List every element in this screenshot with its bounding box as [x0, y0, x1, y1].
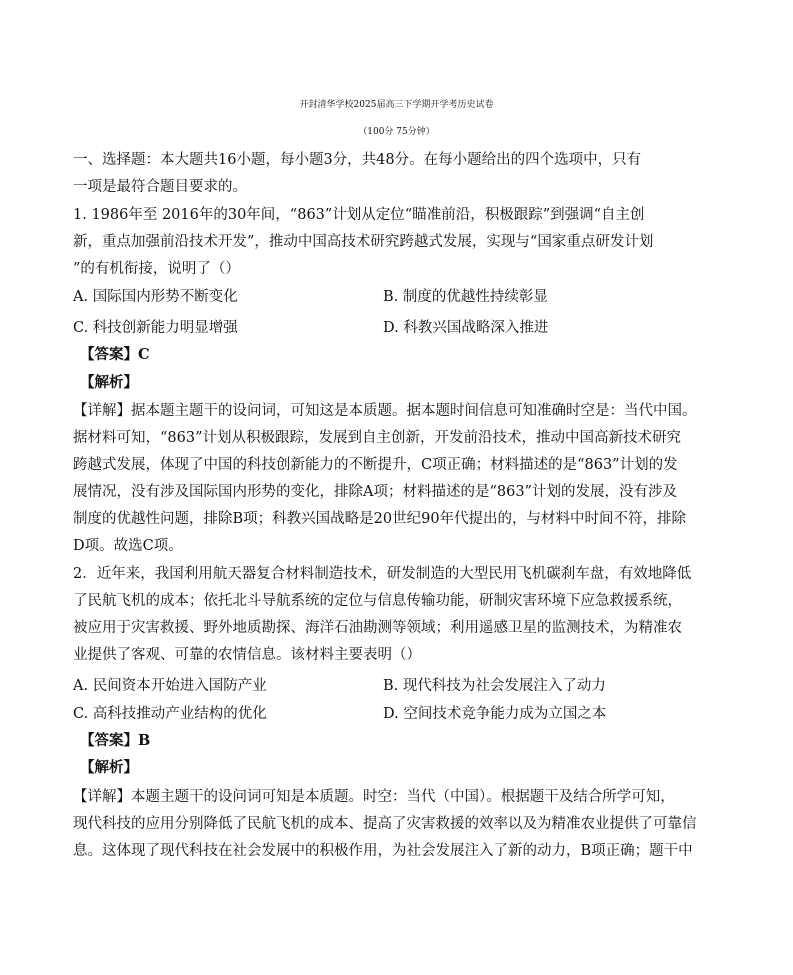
q2-answer: 【答案】B: [80, 732, 151, 749]
q1-option-b: B. 制度的优越性持续彰显: [383, 289, 548, 305]
page-title: 开封清华学校2025届高三下学期开学考历史试卷: [299, 100, 494, 110]
page-subtitle: （100分 75分钟）: [358, 127, 435, 137]
q1-detail-line6: D项。故选C项。: [73, 538, 183, 554]
q2-option-d: D. 空间技术竞争能力成为立国之本: [383, 706, 607, 722]
q2-option-b: B. 现代科技为社会发展注入了动力: [383, 678, 606, 694]
q1-stem-line3: ”的有机衔接，说明了（）: [73, 261, 240, 277]
q2-stem-line4: 业提供了客观、可靠的农情信息。该材料主要表明（）: [73, 647, 421, 663]
q1-option-c: C. 科技创新能力明显增强: [73, 320, 238, 336]
q1-analysis-label: 【解析】: [80, 374, 138, 391]
q1-answer: 【答案】C: [80, 346, 150, 363]
q2-stem-line3: 被应用于灾害救援、野外地质勘探、海洋石油勘测等领域；利用遥感卫星的监测技术，为精准农: [73, 620, 682, 636]
q2-detail-line2: 现代科技的应用分别降低了民航飞机的成本、提高了灾害救援的效率以及为精准农业提供了可靠信: [73, 816, 697, 832]
q2-detail-line3: 息。这体现了现代科技在社会发展中的积极作用，为社会发展注入了新的动力，B项正确；题干中: [73, 843, 693, 859]
q1-stem-line2: 新，重点加强前沿技术开发”，推动中国高技术研究跨越式发展，实现与“国家重点研发计划: [73, 234, 654, 250]
q2-option-c: C. 高科技推动产业结构的优化: [73, 706, 267, 722]
q1-option-d: D. 科教兴国战略深入推进: [383, 320, 549, 336]
q1-detail-line4: 展情况，没有涉及国际国内形势的变化，排除A项；材料描述的是“863”计划的发展，没有涉及: [73, 484, 677, 500]
q1-detail-line1: 【详解】据本题主题干的设问词，可知这是本质题。据本题时间信息可知准确时空是：当代中国。: [73, 403, 697, 419]
q1-detail-line5: 制度的优越性问题，排除B项；科教兴国战略是20世纪90年代提出的，与材料中时间不符，排除: [73, 511, 687, 527]
q1-stem-line1: 1. 1986年至 2016年的30年间，“863”计划从定位“瞄准前沿，积极跟踪”到强调“自主创: [73, 207, 645, 223]
q1-option-a: A. 国际国内形势不断变化: [73, 289, 238, 305]
section-intro-line2: 一项是最符合题目要求的。: [73, 179, 247, 195]
q2-stem-line2: 了民航飞机的成本；依托北斗导航系统的定位与信息传输功能，研制灾害环境下应急救援系统，: [73, 593, 682, 609]
q1-detail-line2: 据材料可知，“863”计划从积极跟踪，发展到自主创新，开发前沿技术，推动中国高新技术研究: [73, 430, 681, 446]
q2-option-a: A. 民间资本开始进入国防产业: [73, 678, 267, 694]
q2-analysis-label: 【解析】: [80, 759, 138, 776]
section-intro-line1: 一、选择题：本大题共16小题，每小题3分，共48分。在每小题给出的四个选项中，只有: [73, 152, 642, 168]
q2-detail-line1: 【详解】本题主题干的设问词可知是本质题。时空：当代（中国）。根据题干及结合所学可知，: [73, 789, 675, 805]
q1-detail-line3: 跨越式发展，体现了中国的科技创新能力的不断提升，C项正确；材料描述的是“863”计划的发: [73, 457, 678, 473]
q2-stem-line1: 2．近年来，我国利用航天器复合材料制造技术，研发制造的大型民用飞机碳刹车盘，有效地降低: [73, 566, 692, 582]
